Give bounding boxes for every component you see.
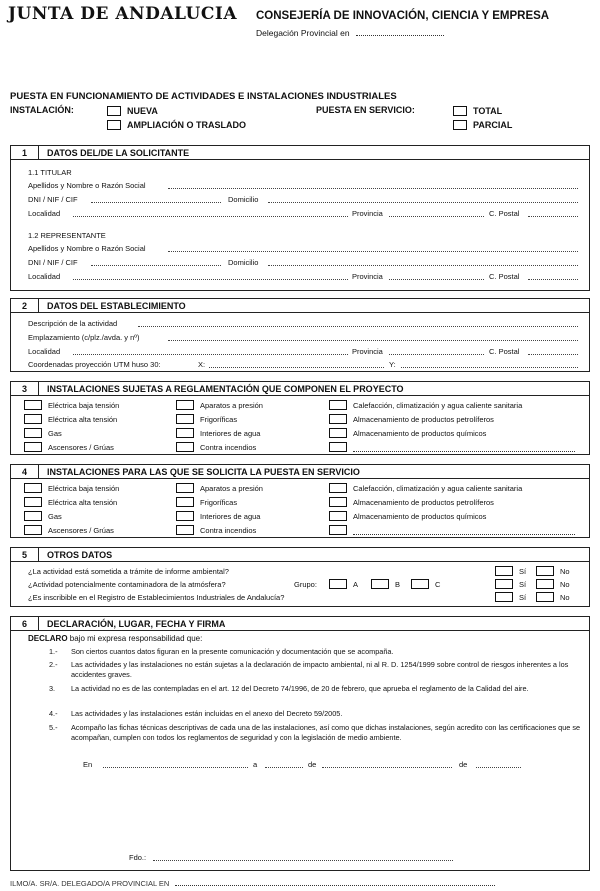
q1-si-option[interactable] — [495, 566, 526, 576]
option-label: Frigoríficas — [200, 497, 238, 507]
descripcion-label: Descripción de la actividad — [28, 319, 118, 328]
section-header — [11, 382, 589, 396]
item-text: La actividad no es de las contempladas en el art. 12 del Decreto 74/1996, de 20 de febrero, que aprueba el reglamento de la Calidad del aire. — [71, 684, 529, 693]
establecimiento-cpostal-input[interactable] — [528, 347, 578, 355]
inst-option[interactable] — [176, 525, 256, 535]
section-title: DATOS DEL ESTABLECIMIENTO — [47, 300, 186, 311]
option-label: Ascensores / Grúas — [48, 442, 114, 452]
cpostal-label: C. Postal — [489, 347, 520, 356]
coord-x-input[interactable] — [209, 360, 384, 368]
inst-option[interactable] — [176, 428, 260, 438]
other-input[interactable] — [353, 443, 575, 452]
inst-option-other[interactable] — [329, 442, 575, 452]
checkbox[interactable] — [536, 566, 554, 576]
inst-option[interactable] — [176, 497, 237, 507]
establecimiento-localidad-input[interactable] — [73, 347, 348, 355]
option-label: Sí — [519, 592, 527, 602]
emplazamiento-label: Emplazamiento (c/plz./avda. y nº) — [28, 333, 140, 342]
representante-cpostal-input[interactable] — [528, 272, 578, 280]
titular-heading: 1.1 TITULAR — [28, 168, 72, 177]
section-solicitante — [10, 145, 590, 291]
q1-no-option[interactable] — [536, 566, 570, 576]
section-establecimiento — [10, 298, 590, 372]
section-header — [11, 617, 589, 631]
option-label: Gas — [48, 428, 62, 438]
option-label: Almacenamiento de productos petrolíferos — [353, 497, 494, 507]
checkbox[interactable] — [176, 428, 194, 438]
representante-provincia-input[interactable] — [389, 272, 484, 280]
option-label: Almacenamiento de productos químicos — [353, 511, 487, 521]
inst-option[interactable] — [24, 511, 62, 521]
de-label: de — [308, 760, 317, 769]
option-label: AMPLIACIÓN O TRASLADO — [127, 120, 246, 130]
inst-option[interactable] — [176, 400, 263, 410]
consejeria-name: CONSEJERÍA DE INNOVACIÓN, CIENCIA Y EMPRESA — [256, 10, 550, 22]
instalacion-nueva-option[interactable] — [107, 106, 158, 116]
inst-option[interactable] — [24, 428, 62, 438]
option-label: Sí — [519, 566, 527, 576]
checkbox[interactable] — [495, 579, 513, 589]
inst-option[interactable] — [24, 483, 119, 493]
option-label: Eléctrica alta tensión — [48, 497, 118, 507]
grupo-label: Grupo: — [294, 580, 317, 589]
declaro-word: DECLARO — [28, 634, 68, 643]
inst-option[interactable] — [176, 483, 263, 493]
checkbox[interactable] — [329, 511, 347, 521]
instalacion-label: INSTALACIÓN: — [10, 105, 74, 115]
other-input[interactable] — [353, 526, 575, 535]
checkbox[interactable] — [329, 579, 347, 589]
option-label: Eléctrica alta tensión — [48, 414, 118, 424]
titular-cpostal-input[interactable] — [528, 209, 578, 217]
checkbox[interactable] — [411, 579, 429, 589]
option-label: Eléctrica baja tensión — [48, 400, 120, 410]
checkbox[interactable] — [107, 120, 121, 130]
q3-si-option[interactable] — [495, 592, 526, 602]
mes-input[interactable] — [322, 760, 452, 768]
checkbox[interactable] — [176, 497, 194, 507]
section-number: 6 — [11, 617, 39, 630]
firma-input[interactable] — [153, 853, 453, 861]
localidad-label: Localidad — [28, 272, 61, 281]
checkbox[interactable] — [329, 414, 347, 424]
a-label: a — [253, 760, 258, 769]
org-name: JUNTA DE ANDALUCIA — [8, 4, 238, 24]
option-label: Interiores de agua — [200, 511, 261, 521]
coord-x-label: X: — [198, 360, 206, 369]
provincia-label: Provincia — [352, 272, 383, 281]
section-instalaciones-proyecto — [10, 381, 590, 455]
option-label: NUEVA — [127, 106, 158, 116]
question-contaminadora: ¿Actividad potencialmente contaminadora de la atmósfera? — [28, 580, 226, 589]
section-title: INSTALACIONES SUJETAS A REGLAMENTACIÓN QUE COMPONEN EL PROYECTO — [47, 383, 404, 394]
option-label: Calefacción, climatización y agua caliente sanitaria — [353, 400, 523, 410]
option-label: Almacenamiento de productos químicos — [353, 428, 487, 438]
dia-input[interactable] — [265, 760, 303, 768]
titular-domicilio-input[interactable] — [268, 195, 578, 203]
dni-label: DNI / NIF / CIF — [28, 195, 78, 204]
checkbox[interactable] — [536, 579, 554, 589]
checkbox[interactable] — [24, 400, 42, 410]
checkbox[interactable] — [495, 566, 513, 576]
titular-dni-input[interactable] — [91, 195, 221, 203]
checkbox[interactable] — [329, 483, 347, 493]
domicilio-label: Domicilio — [228, 195, 259, 204]
checkbox[interactable] — [176, 525, 194, 535]
representante-domicilio-input[interactable] — [268, 258, 578, 266]
option-label: No — [560, 566, 570, 576]
checkbox[interactable] — [176, 414, 194, 424]
inst-option[interactable] — [24, 497, 117, 507]
puesta-parcial-option[interactable] — [453, 120, 512, 130]
option-label: Ascensores / Grúas — [48, 525, 114, 535]
question-registro: ¿Es inscribible en el Registro de Establecimientos Industriales de Andalucía? — [28, 593, 285, 602]
apellidos-label: Apellidos y Nombre o Razón Social — [28, 181, 146, 190]
inst-option[interactable] — [24, 400, 119, 410]
inst-option[interactable] — [176, 442, 256, 452]
grupo-a-option[interactable] — [329, 579, 358, 589]
section-number: 3 — [11, 382, 39, 395]
option-label: No — [560, 592, 570, 602]
item-number: 3. — [49, 684, 56, 693]
titular-provincia-input[interactable] — [389, 209, 484, 217]
checkbox[interactable] — [24, 511, 42, 521]
en-label: En — [83, 760, 93, 769]
delegacion-input[interactable] — [356, 27, 444, 36]
option-label: Gas — [48, 511, 62, 521]
domicilio-label: Domicilio — [228, 258, 259, 267]
q3-no-option[interactable] — [536, 592, 570, 602]
inst-option[interactable] — [329, 414, 494, 424]
cpostal-label: C. Postal — [489, 272, 520, 281]
inst-option[interactable] — [24, 414, 117, 424]
checkbox[interactable] — [176, 511, 194, 521]
option-label: PARCIAL — [473, 120, 513, 130]
section-title: DATOS DEL/DE LA SOLICITANTE — [47, 147, 190, 158]
checkbox[interactable] — [329, 428, 347, 438]
section-number: 4 — [11, 465, 39, 478]
titular-apellidos-input[interactable] — [168, 181, 578, 189]
representante-dni-input[interactable] — [91, 258, 221, 266]
provincia-label: Provincia — [352, 347, 383, 356]
inst-option[interactable] — [24, 442, 114, 452]
section-title: INSTALACIONES PARA LAS QUE SE SOLICITA LA PUESTA EN SERVICIO — [47, 466, 360, 477]
checkbox[interactable] — [24, 483, 42, 493]
provincia-label: Provincia — [352, 209, 383, 218]
option-label: B — [395, 579, 401, 589]
section-header — [11, 465, 589, 479]
option-label: Contra incendios — [200, 442, 257, 452]
q2-no-option[interactable] — [536, 579, 570, 589]
section-title: OTROS DATOS — [47, 549, 113, 560]
item-text: Las actividades y las instalaciones están incluidas en el anexo del Decreto 59/2005. — [71, 709, 343, 718]
inst-option[interactable] — [329, 400, 522, 410]
item-number: 5.- — [49, 723, 58, 732]
checkbox[interactable] — [24, 497, 42, 507]
inst-option[interactable] — [24, 525, 114, 535]
option-label: A — [353, 579, 359, 589]
footer-label: ILMO/A. SR/A. DELEGADO/A PROVINCIAL EN — [10, 879, 170, 888]
localidad-label: Localidad — [28, 209, 61, 218]
delegado-input[interactable] — [175, 877, 495, 886]
checkbox[interactable] — [176, 483, 194, 493]
option-label: C — [435, 579, 441, 589]
grupo-c-option[interactable] — [411, 579, 440, 589]
section-number: 1 — [11, 146, 39, 159]
titular-localidad-input[interactable] — [73, 209, 348, 217]
localidad-label: Localidad — [28, 347, 61, 356]
checkbox[interactable] — [24, 442, 42, 452]
puesta-total-option[interactable] — [453, 106, 502, 116]
checkbox[interactable] — [495, 592, 513, 602]
item-text: Son ciertos cuantos datos figuran en la presente comunicación y documentación que se acompaña. — [71, 647, 394, 656]
inst-option-other[interactable] — [329, 525, 575, 535]
item-text: Acompaño las fichas técnicas descriptivas de cada una de las instalaciones, así como que dichas instalaciones, según acredito con las certificaciones que se acompañan, cumplen con todos los reglamentos de seguridad y con la legislación de medio ambiente. — [71, 723, 581, 742]
option-label: Calefacción, climatización y agua caliente sanitaria — [353, 483, 523, 493]
option-label: Sí — [519, 579, 527, 589]
lugar-input[interactable] — [103, 760, 248, 768]
representante-heading: 1.2 REPRESENTANTE — [28, 231, 106, 240]
inst-option[interactable] — [329, 511, 486, 521]
option-label: Aparatos a presión — [200, 400, 263, 410]
checkbox[interactable] — [536, 592, 554, 602]
section-number: 5 — [11, 548, 39, 561]
q2-si-option[interactable] — [495, 579, 526, 589]
item-number: 2.- — [49, 660, 58, 669]
question-informe-ambiental: ¿La actividad está sometida a trámite de informe ambiental? — [28, 567, 229, 576]
option-label: Frigoríficas — [200, 414, 238, 424]
footer-line — [10, 877, 495, 888]
option-label: Almacenamiento de productos petrolíferos — [353, 414, 494, 424]
checkbox[interactable] — [453, 106, 467, 116]
descripcion-input[interactable] — [138, 319, 578, 327]
section-header — [11, 146, 589, 160]
section-number: 2 — [11, 299, 39, 312]
representante-apellidos-input[interactable] — [168, 244, 578, 252]
emplazamiento-input[interactable] — [168, 333, 578, 341]
coord-y-label: Y: — [389, 360, 396, 369]
dni-label: DNI / NIF / CIF — [28, 258, 78, 267]
option-label: Eléctrica baja tensión — [48, 483, 120, 493]
establecimiento-provincia-input[interactable] — [389, 347, 484, 355]
checkbox[interactable] — [371, 579, 389, 589]
section-puesta-servicio — [10, 464, 590, 538]
item-number: 1.- — [49, 647, 58, 656]
option-label: Contra incendios — [200, 525, 257, 535]
section-header — [11, 548, 589, 562]
item-text: Las actividades y las instalaciones no están sujetas a la declaración de impacto ambiental, ni al R. D. 1254/1999 sobre control de riesgos inherentes a los accidentes graves. — [71, 660, 569, 679]
de-label: de — [459, 760, 468, 769]
section-header — [11, 299, 589, 313]
option-label: No — [560, 579, 570, 589]
section-otros-datos — [10, 547, 590, 607]
section-declaracion — [10, 616, 590, 871]
delegacion-label: Delegación Provincial en — [256, 28, 350, 38]
checkbox[interactable] — [24, 428, 42, 438]
instalacion-ampliacion-option[interactable] — [107, 120, 246, 130]
inst-option[interactable] — [329, 497, 494, 507]
checkbox[interactable] — [329, 400, 347, 410]
option-label: Aparatos a presión — [200, 483, 263, 493]
checkbox[interactable] — [24, 414, 42, 424]
item-number: 4.- — [49, 709, 58, 718]
checkbox[interactable] — [329, 497, 347, 507]
inst-option[interactable] — [329, 483, 522, 493]
coordenadas-label: Coordenadas proyección UTM huso 30: — [28, 360, 161, 369]
apellidos-label: Apellidos y Nombre o Razón Social — [28, 244, 146, 253]
checkbox[interactable] — [176, 442, 194, 452]
checkbox[interactable] — [176, 400, 194, 410]
checkbox[interactable] — [24, 525, 42, 535]
declaro-line — [28, 634, 202, 643]
section-title: DECLARACIÓN, LUGAR, FECHA Y FIRMA — [47, 618, 226, 629]
checkbox[interactable] — [329, 442, 347, 452]
form-title: PUESTA EN FUNCIONAMIENTO DE ACTIVIDADES E INSTALACIONES INDUSTRIALES — [10, 91, 397, 102]
checkbox[interactable] — [107, 106, 121, 116]
declaro-rest: bajo mi expresa responsabilidad que: — [67, 634, 203, 643]
inst-option[interactable] — [329, 428, 486, 438]
checkbox[interactable] — [453, 120, 467, 130]
inst-option[interactable] — [176, 414, 237, 424]
cpostal-label: C. Postal — [489, 209, 520, 218]
option-label: TOTAL — [473, 106, 503, 116]
grupo-b-option[interactable] — [371, 579, 400, 589]
delegacion-field[interactable] — [256, 27, 444, 38]
inst-option[interactable] — [176, 511, 260, 521]
puesta-label: PUESTA EN SERVICIO: — [316, 105, 415, 115]
fdo-label: Fdo.: — [129, 853, 147, 862]
option-label: Interiores de agua — [200, 428, 261, 438]
coord-y-input[interactable] — [401, 360, 578, 368]
checkbox[interactable] — [329, 525, 347, 535]
representante-localidad-input[interactable] — [73, 272, 348, 280]
anio-input[interactable] — [476, 760, 521, 768]
